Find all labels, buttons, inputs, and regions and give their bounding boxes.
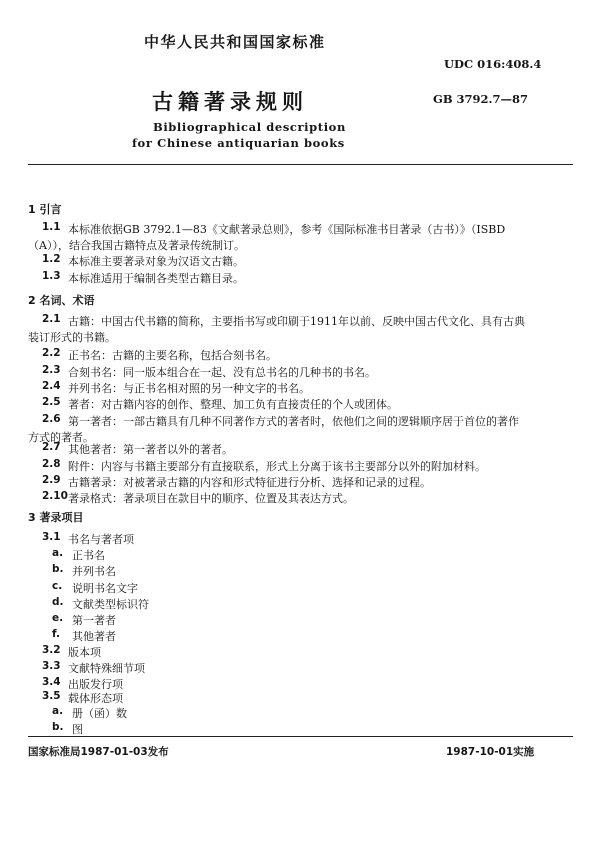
section3-item-text: 册（函）数 [72, 707, 127, 720]
section3-item-text: 文献类型标识符 [72, 598, 149, 611]
section3-item-number: e. [52, 612, 64, 624]
effective-date: 1987-10-01实施 [446, 746, 535, 758]
section1-item-text: （A）），结合我国古籍特点及著录传统制订。 [28, 239, 245, 252]
section3-item-number: f. [52, 628, 60, 640]
section2-item-number: 2.3 [42, 364, 61, 376]
section2-item-text: 正书名：古籍的主要名称，包括合刻书名。 [68, 349, 277, 362]
section3-item-text: 其他著者 [72, 630, 116, 643]
section2-item-number: 2.6 [42, 413, 61, 425]
section3-item-number: 3.1 [42, 531, 61, 543]
section2-item-text: 附件：内容与书籍主要部分有直接联系，形式上分离于该书主要部分以外的附加材料。 [68, 460, 486, 473]
section3-item-number: 3.4 [42, 676, 61, 688]
section3-item-text: 图 [72, 723, 83, 736]
section3-item-text: 版本项 [68, 646, 101, 659]
header-rule [28, 164, 573, 165]
section2-item-number: 2.7 [42, 441, 61, 453]
section3-item-number: 3.2 [42, 644, 61, 656]
section-3-heading: 3 著录项目 [28, 511, 84, 524]
section2-item-text: 第一著者：一部古籍具有几种不同著作方式的著者时，依他们之间的逻辑顺序居于首位的著作 [68, 415, 519, 428]
document-title: 古籍著录规则 [152, 90, 308, 114]
section2-item-number: 2.4 [42, 380, 61, 392]
section2-item-number: 2.2 [42, 347, 61, 359]
section1-item-text: 本标准适用于编制各类型古籍目录。 [68, 272, 244, 285]
section3-item-text: 说明书名文字 [72, 582, 138, 595]
section3-item-text: 正书名 [72, 549, 105, 562]
section2-item-number: 2.5 [42, 396, 61, 408]
section2-item-text: 其他著者：第一著者以外的著者。 [68, 443, 233, 456]
section3-item-number: 3.3 [42, 660, 61, 672]
section3-item-number: a. [52, 547, 64, 559]
section1-item-number: 1.3 [42, 270, 61, 282]
section2-item-text: 合刻书名：同一版本组合在一起、没有总书名的几种书的书名。 [68, 366, 376, 379]
section3-item-text: 并列书名 [72, 565, 116, 578]
section3-item-text: 载体形态项 [68, 692, 123, 705]
section2-item-text: 著者：对古籍内容的创作、整理、加工负有直接责任的个人或团体。 [68, 398, 398, 411]
section3-item-number: 3.5 [42, 690, 61, 702]
section3-item-number: c. [52, 580, 63, 592]
section2-item-text: 装订形式的书籍。 [28, 331, 116, 344]
section1-item-text: 本标准主要著录对象为汉语文古籍。 [68, 255, 244, 268]
section2-item-number: 2.8 [42, 458, 61, 470]
section-1-heading: 1 引言 [28, 203, 62, 216]
issuing-authority: 中华人民共和国国家标准 [144, 33, 326, 51]
section2-item-text: 著录格式：著录项目在款目中的顺序、位置及其表达方式。 [68, 492, 354, 505]
section2-item-text: 并列书名：与正书名相对照的另一种文字的书名。 [68, 382, 310, 395]
section2-item-text: 方式的著者。 [28, 431, 94, 444]
section-2-heading: 2 名词、术语 [28, 294, 95, 307]
section2-item-text: 古籍著录：对被著录古籍的内容和形式特征进行分析、选择和记录的过程。 [68, 476, 431, 489]
footer-rule [28, 736, 573, 737]
issue-date: 国家标准局1987-01-03发布 [28, 746, 169, 758]
standard-number: GB 3792.7—87 [433, 92, 529, 106]
section2-item-number: 2.9 [42, 474, 61, 486]
section1-item-text: 本标准依据GB 3792.1—83《文献著录总则》，参考《国际标准书目著录（古书）》（ISBD [68, 223, 506, 236]
udc-code: UDC 016:408.4 [444, 57, 542, 71]
english-title-line-1: Bibliographical description [153, 120, 346, 134]
section3-item-text: 书名与著者项 [68, 533, 134, 546]
section3-item-number: a. [52, 705, 64, 717]
english-title-line-2: for Chinese antiquarian books [132, 136, 345, 150]
section1-item-number: 1.2 [42, 253, 61, 265]
section3-item-text: 第一著者 [72, 614, 116, 627]
section3-item-text: 出版发行项 [68, 678, 123, 691]
section3-item-number: b. [52, 721, 64, 733]
section3-item-number: b. [52, 563, 64, 575]
section2-item-text: 古籍：中国古代书籍的简称，主要指书写或印刷于1911年以前、反映中国古代文化、具有古典 [68, 315, 525, 328]
section1-item-number: 1.1 [42, 221, 61, 233]
section3-item-text: 文献特殊细节项 [68, 662, 145, 675]
section3-item-number: d. [52, 596, 64, 608]
section2-item-number: 2.10 [42, 490, 68, 502]
section2-item-number: 2.1 [42, 313, 61, 325]
